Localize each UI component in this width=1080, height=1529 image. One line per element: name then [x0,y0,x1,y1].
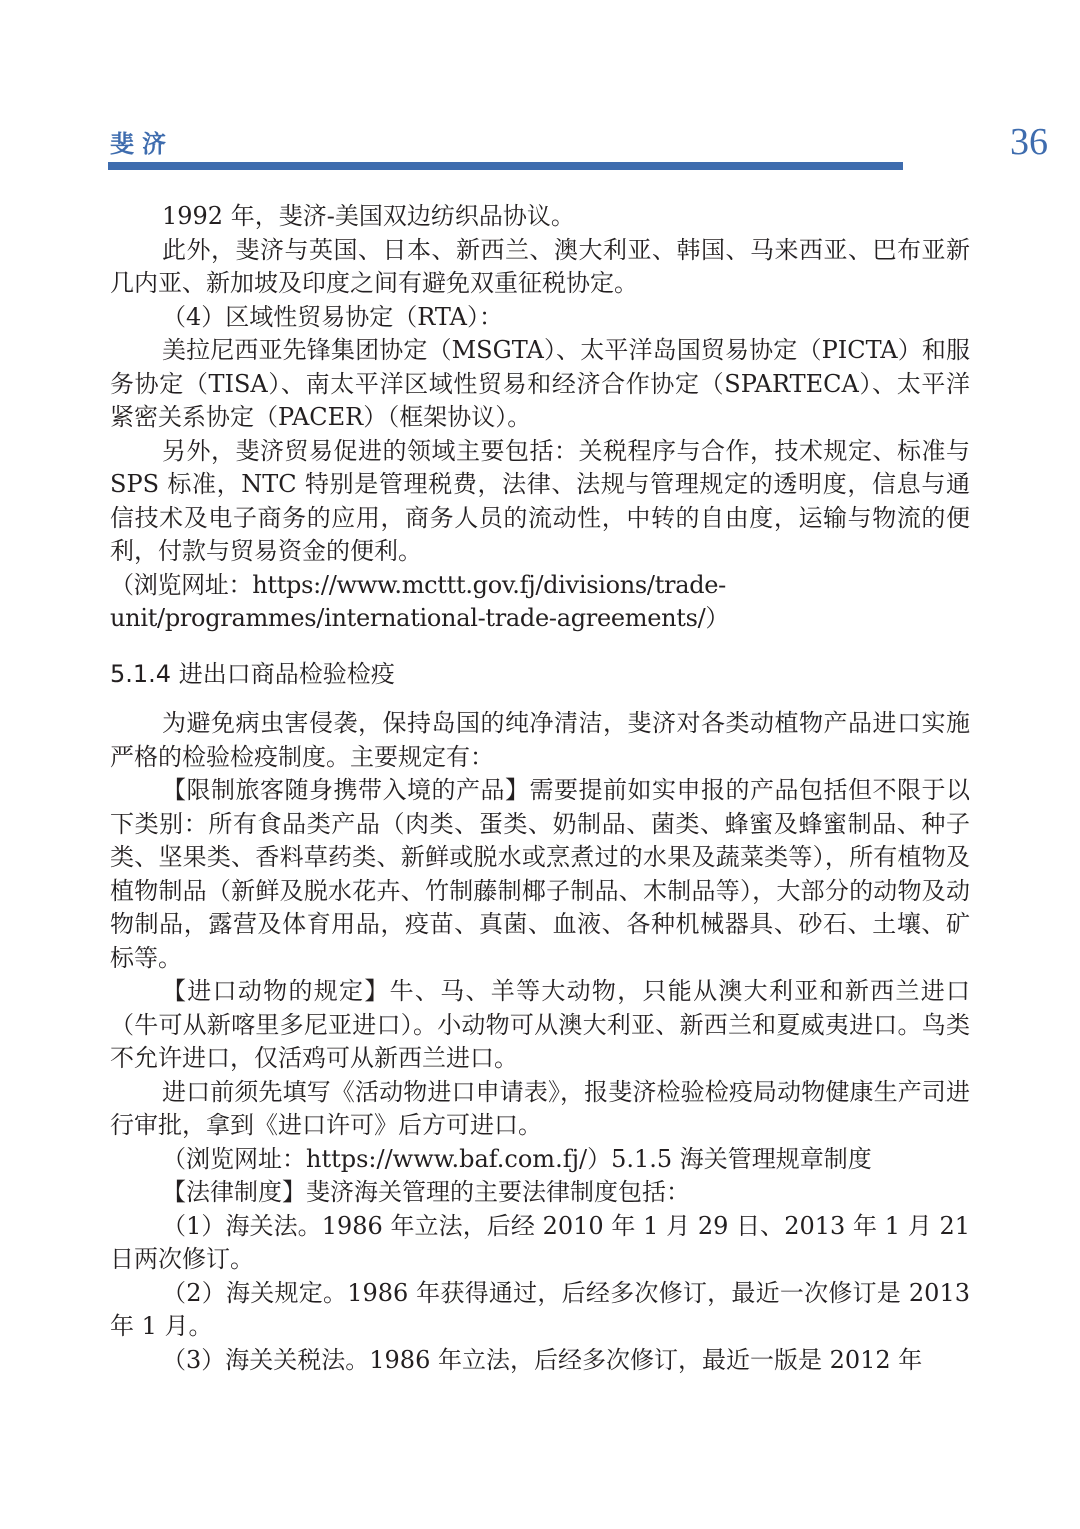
paragraph: 1992 年，斐济-美国双边纺织品协议。 [162,202,575,230]
paragraph: 【进口动物的规定】牛、马、羊等大动物，只能从澳大利亚和新西兰进口（牛可从新喀里多尼亚进口）。小动物可从澳大利亚、新西兰和夏威夷进口。鸟类不允许进口，仅活鸡可从新西兰进口。 [110,977,970,1072]
running-header-title: 斐济 [110,130,174,158]
paragraph: 另外，斐济贸易促进的领域主要包括：关税程序与合作，技术规定、标准与 SPS 标准，NTC 特别是管理税费，法律、法规与管理规定的透明度，信息与通信技术及电子商务的应用，商务人员的流动性，中转的自由度，运输与物流的便利，付款与贸易资金的便利。 [110,436,970,565]
header-rule [108,162,903,170]
paragraph: 【限制旅客随身携带入境的产品】需要提前如实申报的产品包括但不限于以下类别：所有食品类产品（肉类、蛋类、奶制品、菌类、蜂蜜及蜂蜜制品、种子类、坚果类、香料草药类、新鲜或脱水或烹煮过的水果及蔬菜类等），所有植物及植物制品（新鲜及脱水花卉、竹制藤制椰子制品、木制品等），大部分的动物及动物制品，露营及体育用品，疫苗、真菌、血液、各种机械器具、砂石、土壤、矿标等。 [110,776,970,972]
paragraph: （4）区域性贸易协定（RTA）： [162,302,503,331]
page-body [110,200,970,1377]
paragraph: （3）海关关税法。1986 年立法，后经多次修订，最近一版是 2012 年 [162,1345,923,1374]
url-reference-line: （浏览网址：https://www.mcttt.gov.fj/divisions/trade- [110,570,726,599]
paragraph: 【法律制度】斐济海关管理的主要法律制度包括： [162,1178,690,1206]
page-number: 36 [1010,121,1048,163]
paragraph: 美拉尼西亚先锋集团协定（MSGTA）、太平洋岛国贸易协定（PICTA）和服务协定（TISA）、南太平洋区域性贸易和经济合作协定（SPARTECA）、太平洋紧密关系协定（PACER）（框架协议）。 [110,336,970,431]
paragraph: 为避免病虫害侵袭，保持岛国的纯净清洁，斐济对各类动植物产品进口实施严格的检验检疫制度。主要规定有： [110,709,970,771]
url-reference-line: unit/programmes/international-trade-agreements/） [110,604,730,632]
paragraph: （浏览网址：https://www.baf.com.fj/）5.1.5 海关管理规章制度 [162,1144,872,1173]
paragraph: 此外，斐济与英国、日本、新西兰、澳大利亚、韩国、马来西亚、巴布亚新几内亚、新加坡及印度之间有避免双重征税协定。 [110,235,970,297]
paragraph: （2）海关规定。1986 年获得通过，后经多次修订，最近一次修订是 2013 年 1 月。 [110,1278,970,1340]
paragraph: （1）海关法。1986 年立法，后经 2010 年 1 月 29 日、2013 年 1 月 21 日两次修订。 [110,1211,970,1273]
section-heading: 5.1.4 进出口商品检验检疫 [110,659,395,688]
paragraph: 进口前须先填写《活动物进口申请表》，报斐济检验检疫局动物健康生产司进行审批，拿到《进口许可》后方可进口。 [110,1077,970,1139]
